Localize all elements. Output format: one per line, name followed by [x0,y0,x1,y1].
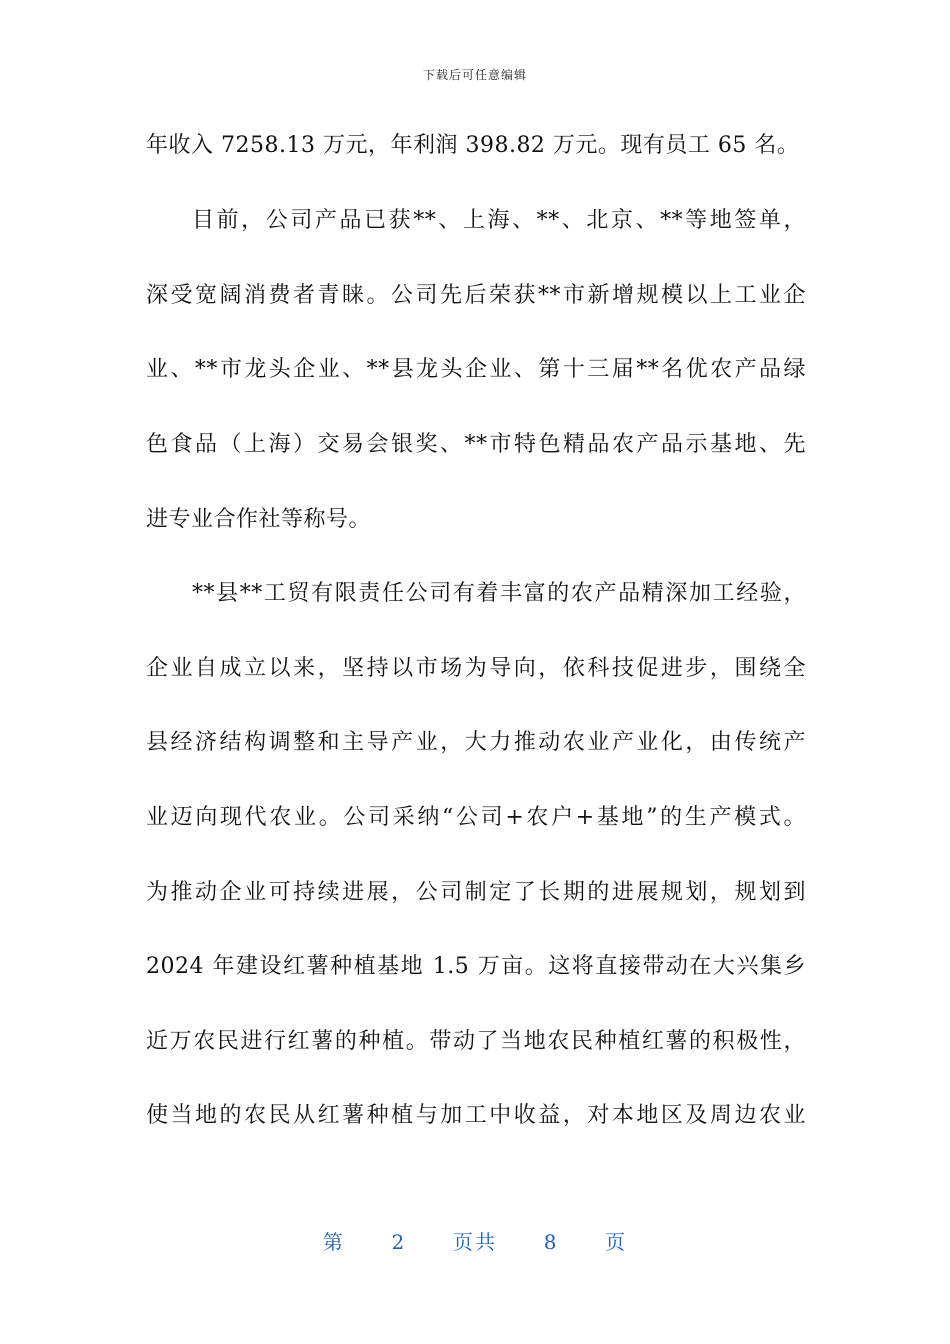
footer-total-pages: 8 [543,1230,559,1254]
footer-prefix: 第 [322,1230,345,1254]
body-line: 进专业合作社等称号。 [146,507,372,532]
body-line: 近万农民进行红薯的种植。带动了当地农民种植红薯的积极性， [146,1029,806,1054]
body-line: 目前，公司产品已获**、上海、**、北京、**等地签单， [192,208,806,233]
body-line: **县**工贸有限责任公司有着丰富的农产品精深加工经验， [192,581,806,606]
body-line: 2024 年建设红薯种植基地 1.5 万亩。这将直接带动在大兴集乡 [146,954,806,979]
page-footer [0,1226,950,1255]
body-line: 年收入 7258.13 万元，年利润 398.82 万元。现有员工 65 名。 [146,133,800,158]
page-header: 下载后可任意编辑 [422,68,527,82]
body-line: 为推动企业可持续进展，公司制定了长期的进展规划，规划到 [146,880,806,905]
body-line: 业迈向现代农业。公司采纳“公司+农户+基地”的生产模式。 [146,805,806,830]
body-line: 深受宽阔消费者青睐。公司先后荣获**市新增规模以上工业企 [146,283,806,308]
body-line: 色食品（上海）交易会银奖、**市特色精品农产品示基地、先 [146,432,806,457]
body-line: 县经济结构调整和主导产业，大力推动农业产业化，由传统产 [146,730,806,755]
body-line: 业、**市龙头企业、**县龙头企业、第十三届**名优农产品绿 [146,357,806,382]
footer-current-page: 2 [391,1230,407,1254]
body-line: 企业自成立以来，坚持以市场为导向，依科技促进步，围绕全 [146,656,806,681]
body-line: 使当地的农民从红薯种植与加工中收益，对本地区及周边农业 [146,1103,806,1128]
footer-suffix: 页 [605,1230,628,1254]
footer-middle: 页共 [453,1230,497,1254]
